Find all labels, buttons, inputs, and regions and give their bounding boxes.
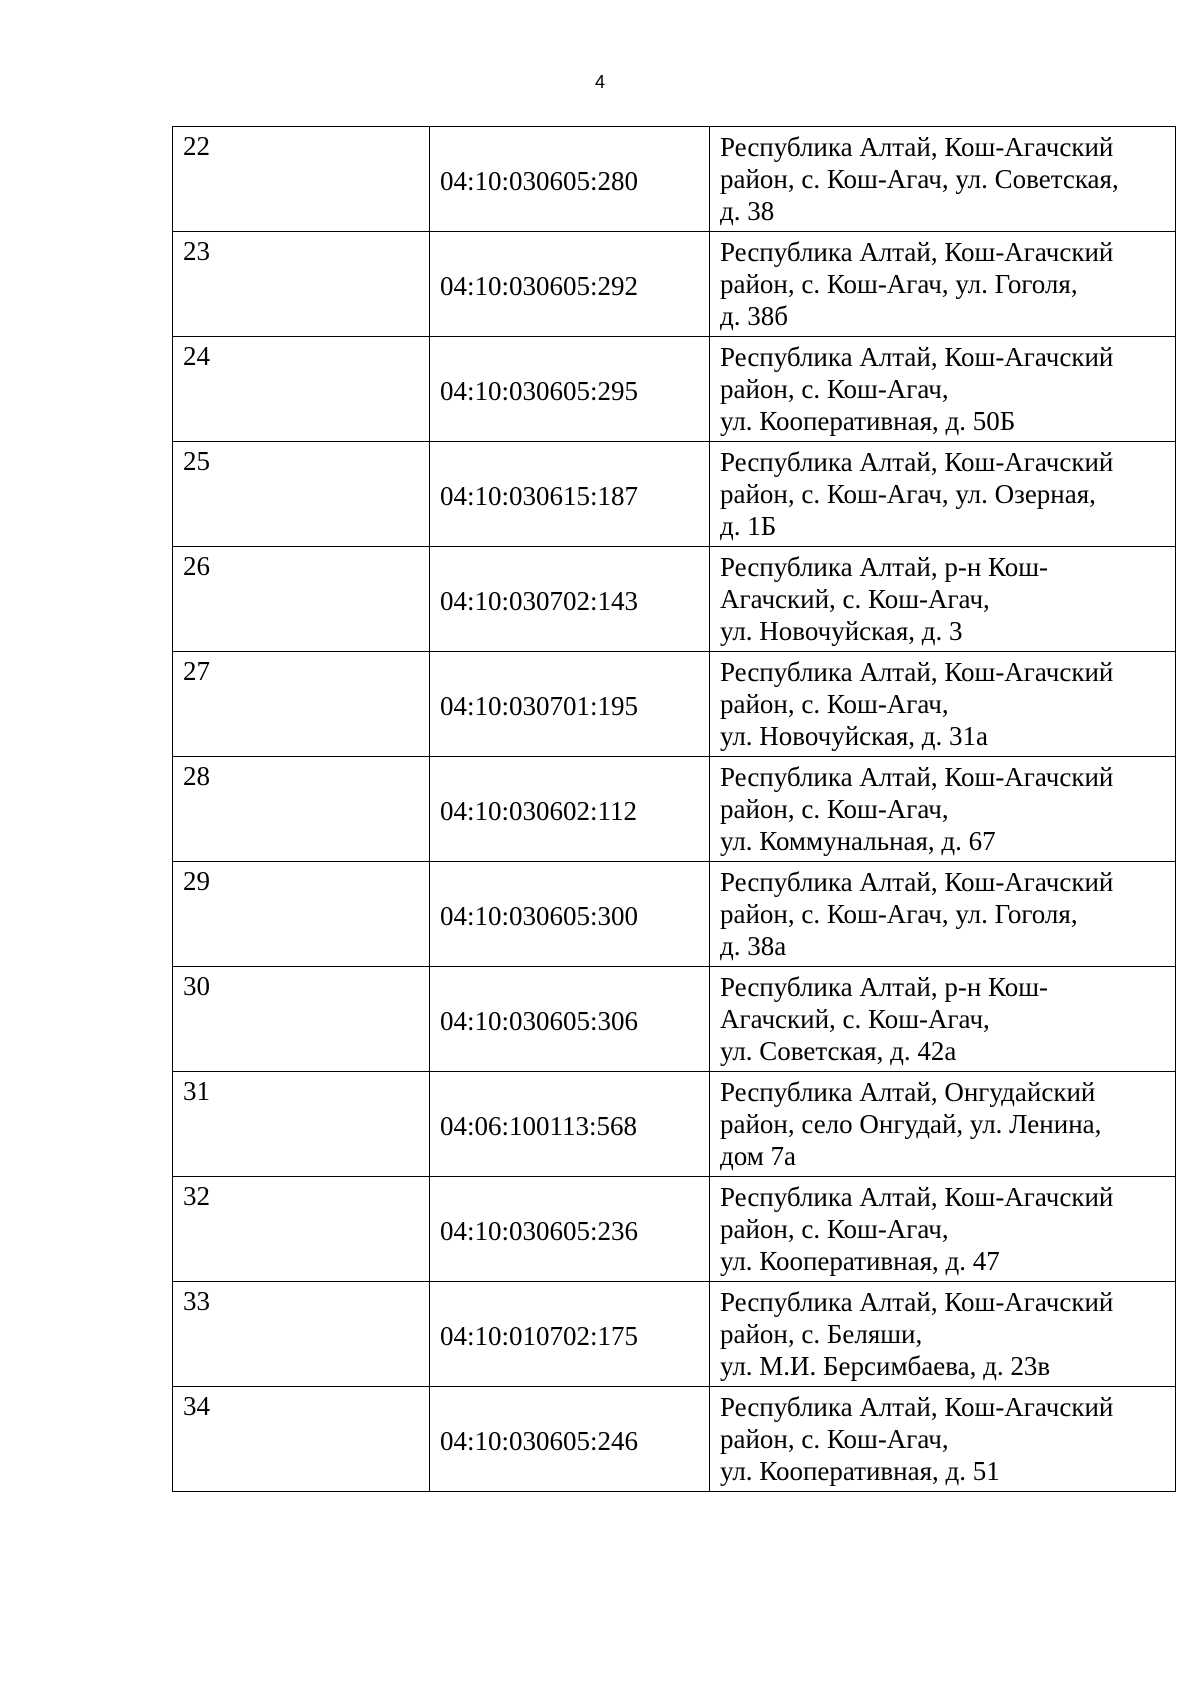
- cadastral-number-cell: [430, 232, 710, 337]
- address-line: Республика Алтай, р-н Кош-: [720, 552, 1048, 582]
- address-cell: [710, 1072, 1176, 1177]
- address-line: Республика Алтай, р-н Кош-: [720, 972, 1048, 1002]
- cadastral-number-cell: [430, 337, 710, 442]
- address-line: район, с. Беляши,: [720, 1319, 923, 1349]
- address-line: ул. Новочуйская, д. 31а: [720, 721, 988, 751]
- row-number: 27: [183, 656, 210, 686]
- address: [710, 971, 1175, 1067]
- address-line: район, с. Кош-Агач, ул. Советская,: [720, 164, 1119, 194]
- address-line: Республика Алтай, Кош-Агачский: [720, 132, 1114, 162]
- row-number-cell: [173, 1072, 430, 1177]
- cadastral-number-cell: [430, 547, 710, 652]
- row-number-cell: [173, 1177, 430, 1282]
- cadastral-number: 04:06:100113:568: [440, 1111, 638, 1141]
- address: [710, 446, 1175, 542]
- cadastral-number-cell: [430, 862, 710, 967]
- cadastral-number-cell: [430, 1177, 710, 1282]
- row-number: 33: [183, 1286, 210, 1316]
- address-line: Республика Алтай, Кош-Агачский: [720, 237, 1114, 267]
- address-line: д. 38а: [720, 931, 787, 961]
- table-row: [173, 337, 1176, 442]
- address-line: район, с. Кош-Агач,: [720, 1424, 949, 1454]
- row-number: 26: [183, 551, 210, 581]
- address-line: ул. Кооперативная, д. 47: [720, 1246, 1000, 1276]
- address-line: Республика Алтай, Кош-Агачский: [720, 1392, 1114, 1422]
- address: [710, 131, 1175, 227]
- address-cell: [710, 757, 1176, 862]
- cadastral-number-cell: [430, 1282, 710, 1387]
- row-number-cell: [173, 1387, 430, 1492]
- address: [710, 341, 1175, 437]
- address-line: район, с. Кош-Агач,: [720, 374, 949, 404]
- address-line: Республика Алтай, Кош-Агачский: [720, 1182, 1114, 1212]
- address-cell: [710, 232, 1176, 337]
- cadastral-number-cell: [430, 1072, 710, 1177]
- row-number: 24: [183, 341, 210, 371]
- address-line: Республика Алтай, Кош-Агачский: [720, 342, 1114, 372]
- row-number: 25: [183, 446, 210, 476]
- row-number: 34: [183, 1391, 210, 1421]
- address-line: район, село Онгудай, ул. Ленина,: [720, 1109, 1102, 1139]
- address-line: д. 38: [720, 196, 775, 226]
- address-line: ул. Коммунальная, д. 67: [720, 826, 996, 856]
- table-row: [173, 1072, 1176, 1177]
- address-line: район, с. Кош-Агач, ул. Гоголя,: [720, 269, 1078, 299]
- table-row: [173, 967, 1176, 1072]
- address-line: ул. Кооперативная, д. 50Б: [720, 406, 1016, 436]
- address-cell: [710, 1387, 1176, 1492]
- cadastral-number: 04:10:030602:112: [440, 796, 638, 826]
- address-cell: [710, 547, 1176, 652]
- page-number: 4: [594, 72, 605, 92]
- cadastral-number-cell: [430, 967, 710, 1072]
- address-line: д. 38б: [720, 301, 788, 331]
- address-cell: [710, 652, 1176, 757]
- table-row: [173, 547, 1176, 652]
- cadastral-number-cell: [430, 442, 710, 547]
- table-row: [173, 232, 1176, 337]
- table-row: [173, 862, 1176, 967]
- cadastral-number-cell: [430, 1387, 710, 1492]
- address-line: Республика Алтай, Онгудайский: [720, 1077, 1096, 1107]
- row-number: 31: [183, 1076, 210, 1106]
- row-number: 32: [183, 1181, 210, 1211]
- row-number-cell: [173, 862, 430, 967]
- address: [710, 1286, 1175, 1382]
- address-line: район, с. Кош-Агач,: [720, 689, 949, 719]
- address-line: Республика Алтай, Кош-Агачский: [720, 447, 1114, 477]
- table-row: [173, 1177, 1176, 1282]
- address: [710, 551, 1175, 647]
- cadastral-number-cell: [430, 757, 710, 862]
- address-cell: [710, 1177, 1176, 1282]
- address-line: район, с. Кош-Агач,: [720, 794, 949, 824]
- cadastral-number: 04:10:010702:175: [440, 1321, 639, 1351]
- row-number-cell: [173, 442, 430, 547]
- cadastral-number: 04:10:030605:292: [440, 271, 639, 301]
- address-cell: [710, 1282, 1176, 1387]
- table-body: [173, 127, 1176, 1492]
- cadastral-number: 04:10:030605:295: [440, 376, 639, 406]
- address-cell: [710, 967, 1176, 1072]
- row-number-cell: [173, 547, 430, 652]
- address-line: район, с. Кош-Агач, ул. Гоголя,: [720, 899, 1078, 929]
- address: [710, 1391, 1175, 1487]
- table-row: [173, 652, 1176, 757]
- address-cell: [710, 337, 1176, 442]
- cadastral-number-cell: [430, 652, 710, 757]
- table-row: [173, 127, 1176, 232]
- address-line: д. 1Б: [720, 511, 777, 541]
- address: [710, 236, 1175, 332]
- cadastral-number: 04:10:030605:246: [440, 1426, 639, 1456]
- row-number-cell: [173, 127, 430, 232]
- row-number: 22: [183, 131, 210, 161]
- address-cell: [710, 127, 1176, 232]
- row-number-cell: [173, 232, 430, 337]
- address: [710, 1076, 1175, 1172]
- address-line: район, с. Кош-Агач, ул. Озерная,: [720, 479, 1096, 509]
- cadastral-number: 04:10:030605:236: [440, 1216, 639, 1246]
- table-row: [173, 442, 1176, 547]
- table-row: [173, 1387, 1176, 1492]
- address-line: Агачский, с. Кош-Агач,: [720, 584, 990, 614]
- address-cell: [710, 442, 1176, 547]
- address-line: ул. Новочуйская, д. 3: [720, 616, 963, 646]
- cadastral-number: 04:10:030702:143: [440, 586, 639, 616]
- cadastral-number-cell: [430, 127, 710, 232]
- address: [710, 656, 1175, 752]
- table-row: [173, 757, 1176, 862]
- address-line: район, с. Кош-Агач,: [720, 1214, 949, 1244]
- row-number: 23: [183, 236, 210, 266]
- address-line: дом 7а: [720, 1141, 797, 1171]
- address-line: ул. М.И. Берсимбаева, д. 23в: [720, 1351, 1051, 1381]
- row-number-cell: [173, 1282, 430, 1387]
- address-line: Агачский, с. Кош-Агач,: [720, 1004, 990, 1034]
- address: [710, 1181, 1175, 1277]
- cadastral-number: 04:10:030605:300: [440, 901, 639, 931]
- address-line: ул. Советская, д. 42а: [720, 1036, 957, 1066]
- cadastral-number: 04:10:030701:195: [440, 691, 639, 721]
- address: [710, 866, 1175, 962]
- row-number-cell: [173, 967, 430, 1072]
- row-number: 29: [183, 866, 210, 896]
- property-table: [172, 126, 1176, 1492]
- address: [710, 761, 1175, 857]
- row-number-cell: [173, 337, 430, 442]
- cadastral-number: 04:10:030605:306: [440, 1006, 639, 1036]
- address-line: Республика Алтай, Кош-Агачский: [720, 1287, 1114, 1317]
- address-line: ул. Кооперативная, д. 51: [720, 1456, 1000, 1486]
- row-number: 28: [183, 761, 210, 791]
- row-number: 30: [183, 971, 210, 1001]
- table-row: [173, 1282, 1176, 1387]
- address-cell: [710, 862, 1176, 967]
- address-line: Республика Алтай, Кош-Агачский: [720, 762, 1114, 792]
- address-line: Республика Алтай, Кош-Агачский: [720, 657, 1114, 687]
- cadastral-number: 04:10:030615:187: [440, 481, 639, 511]
- address-line: Республика Алтай, Кош-Агачский: [720, 867, 1114, 897]
- row-number-cell: [173, 757, 430, 862]
- cadastral-number: 04:10:030605:280: [440, 166, 639, 196]
- row-number-cell: [173, 652, 430, 757]
